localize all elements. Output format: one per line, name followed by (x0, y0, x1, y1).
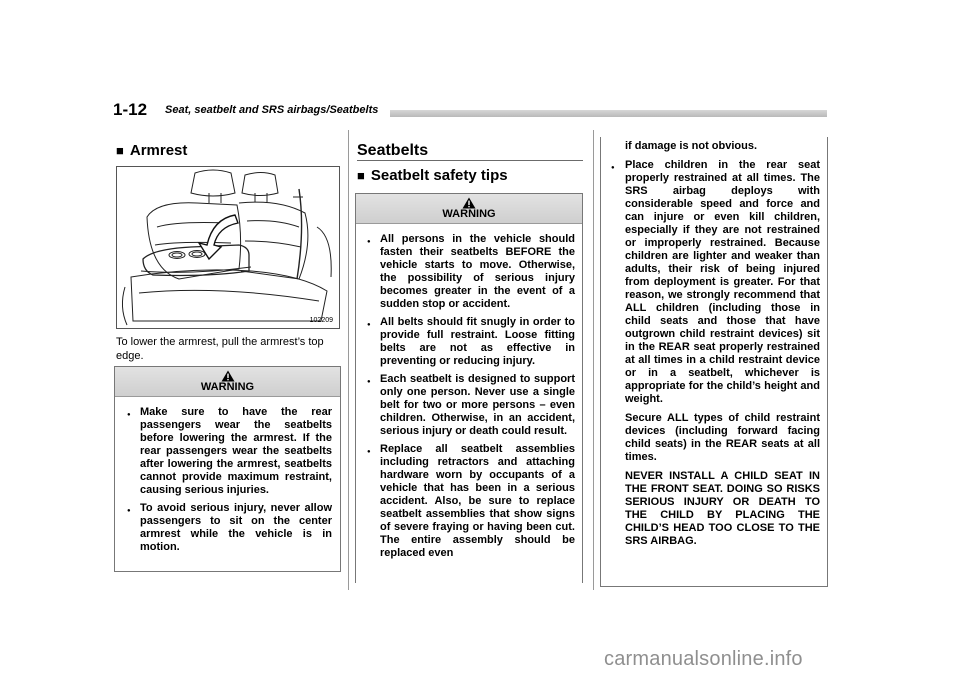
warning-item (367, 443, 575, 560)
bullet-icon: ● (367, 379, 371, 385)
armrest-illustration (116, 166, 340, 329)
warning-label: WARNING (200, 381, 255, 393)
warning-item (367, 373, 575, 438)
warning-header (115, 367, 340, 397)
warning-text: All belts should fit snugly in order to provide full restraint. Loose fitting belts are not as effective in preventing or reducing injury. (380, 316, 575, 367)
bullet-icon: ● (611, 165, 615, 171)
warning-box-continued (600, 137, 828, 587)
rear-seat-armrest-drawing (117, 167, 339, 328)
warning-text: Make sure to have the rear passengers wear the seatbelts before lowering the armrest. If the rear passengers wear the seatbelts after lowering the armrest, seatbelts cannot provide maximum restraint, causing serious injuries. (140, 406, 332, 496)
heading-rule (357, 160, 583, 161)
warning-label: WARNING (442, 208, 496, 220)
warning-header (356, 194, 582, 224)
armrest-heading: ■ Armrest (116, 142, 188, 159)
running-title: Seat, seatbelt and SRS airbags/Seatbelts (165, 104, 379, 116)
armrest-warning-box (114, 366, 341, 572)
warning-item (127, 502, 332, 554)
front-seat-caution: NEVER INSTALL A CHILD SEAT IN THE FRONT SEAT. DOING SO RISKS SERIOUS INJURY OR DEATH TO THE CHILD BY PLACING THE CHILD’S HEAD TOO CLOSE TO THE SRS AIRBAG. (625, 470, 820, 547)
warning-item (367, 233, 575, 311)
warning-text: Each seatbelt is designed to support only one person. Never use a single belt for two or more persons – even children. Otherwise, in an accident, serious injury or death could result. (380, 373, 575, 437)
column-divider-2 (593, 130, 594, 590)
column-divider-1 (348, 130, 349, 590)
warning-item (367, 316, 575, 368)
bullet-icon: ● (367, 239, 371, 245)
section-square-icon: ■ (357, 168, 365, 183)
warning-item (127, 406, 332, 497)
child-seat-paragraph: Secure ALL types of child restraint devices (including forward facing child seats) in the REAR seats at all times. (625, 412, 820, 463)
bullet-icon: ● (127, 412, 131, 418)
warning-text: Replace all seatbelt assemblies including retractors and attaching hardware worn by occupants of a vehicle that has been in a serious accident. Also, be sure to replace seatbelt assemblies that show signs of severe fraying or having been cut. The entire assembly should be replaced even (380, 443, 575, 559)
bullet-icon: ● (367, 449, 371, 455)
seatbelt-warning-box (355, 193, 583, 583)
header-bar (390, 110, 827, 117)
warning-text: Place children in the rear seat properly restrained at all times. The SRS airbag deploys with considerable speed and force and can injure or even kill children, especially if they are not restrained or improperly restrained. Because children are lighter and weaker than adults, their risk of being injured from deployment is greater. For that reason, we strongly recommend that ALL children (including those in child seats and those that have outgrown child restraint devices) sit in the REAR seat properly restrained at all times in a child restraint device or in a seatbelt, whichever is appropriate for the child’s height and weight. (625, 159, 820, 405)
page-number: 1-12 (113, 100, 148, 119)
warning-item (611, 159, 820, 406)
warning-text: All persons in the vehicle should fasten their seatbelts BEFORE the vehicle starts to move. Otherwise, the possibility of serious injury becomes greater in the event of a sudden stop or accident. (380, 233, 575, 310)
warning-continued-text: if damage is not obvious. (625, 140, 758, 152)
bullet-icon: ● (127, 508, 131, 514)
watermark: carmanualsonline.info (604, 648, 803, 670)
illustration-id: 102209 (309, 317, 333, 324)
armrest-instruction: To lower the armrest, pull the armrest’s top edge. (116, 336, 324, 362)
safety-tips-heading: ■ Seatbelt safety tips (357, 167, 508, 184)
bullet-icon: ● (367, 322, 371, 328)
warning-text: To avoid serious injury, never allow passengers to sit on the center armrest while the vehicle is in motion. (140, 502, 332, 553)
seatbelts-heading: Seatbelts (357, 142, 429, 159)
section-square-icon: ■ (116, 143, 124, 158)
